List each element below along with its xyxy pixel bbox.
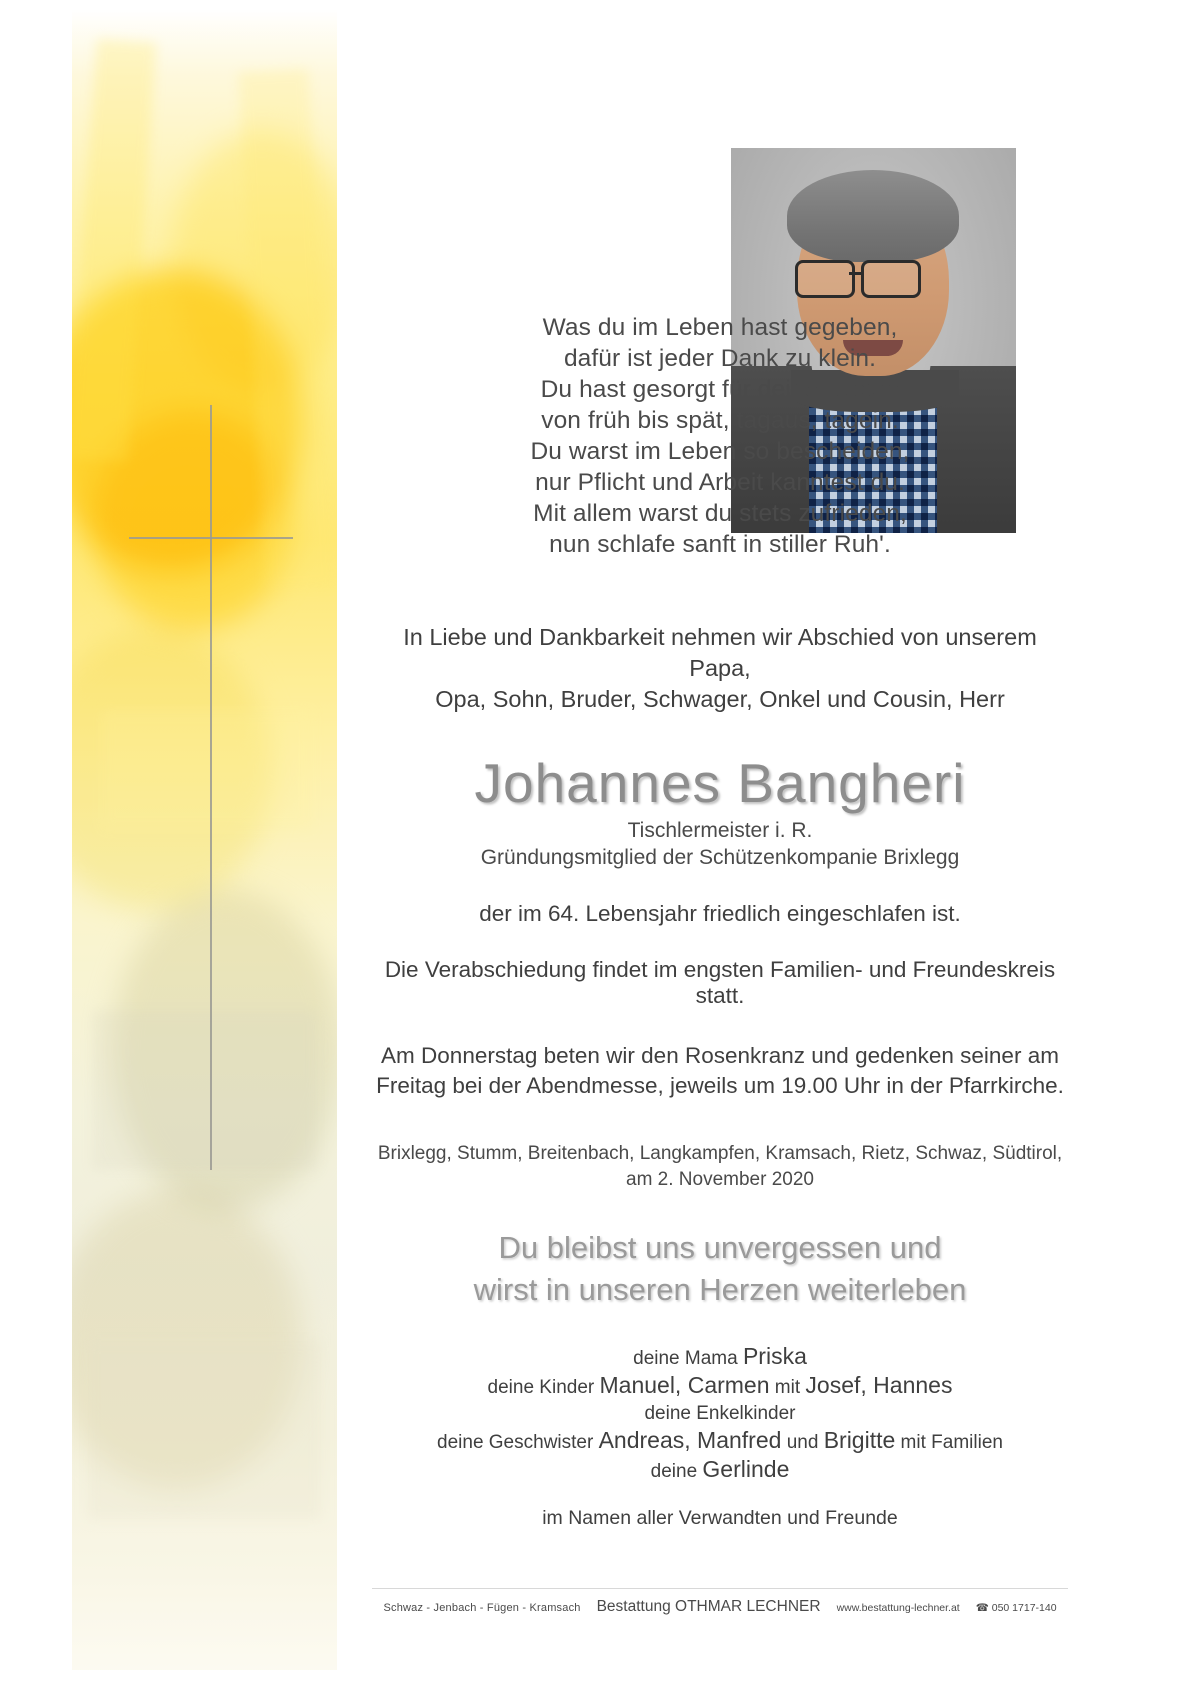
family-names: Josef, Hannes bbox=[805, 1372, 953, 1398]
card-content bbox=[370, 0, 1070, 1530]
footer-website[interactable]: www.bestattung-lechner.at bbox=[836, 1602, 960, 1614]
family-block bbox=[370, 1343, 1070, 1485]
family-line-partner bbox=[370, 1456, 1070, 1485]
intro-line-1: In Liebe und Dankbarkeit nehmen wir Abschied von unserem Papa, bbox=[403, 624, 1037, 681]
farewell-text: Die Verabschiedung findet im engsten Familien- und Freundeskreis statt. bbox=[384, 957, 1056, 1008]
deceased-profession: Tischlermeister i. R. bbox=[627, 819, 813, 842]
family-label: deine Geschwister bbox=[437, 1432, 599, 1453]
family-label: und bbox=[781, 1432, 824, 1453]
family-names: Gerlinde bbox=[702, 1456, 790, 1482]
prayer-line-2: Freitag bei der Abendmesse, jeweils um 19.00 Uhr in der Pfarrkirche. bbox=[376, 1073, 1064, 1098]
art-streak bbox=[102, 710, 312, 830]
closing-text: im Namen aller Verwandten und Freunde bbox=[542, 1507, 898, 1529]
footer-brand: Bestattung OTHMAR LECHNER bbox=[596, 1598, 821, 1615]
family-line-siblings bbox=[370, 1427, 1070, 1456]
footer-phone bbox=[976, 1602, 1057, 1614]
poem-line: Was du im Leben hast gegeben, bbox=[542, 314, 898, 341]
intro-block bbox=[370, 622, 1070, 715]
family-names: Brigitte bbox=[823, 1427, 896, 1453]
poem-line: Du hast gesorgt für deine Lieben bbox=[540, 376, 900, 403]
poem-line: nur Pflicht und Arbeit kanntest du. bbox=[535, 469, 905, 496]
footer bbox=[370, 1598, 1070, 1616]
family-line-mother bbox=[370, 1343, 1070, 1372]
memorial-line-2: wirst in unseren Herzen weiterleben bbox=[473, 1272, 967, 1307]
artwork-panel bbox=[72, 10, 337, 1670]
deceased-affiliation: Gründungsmitglied der Schützenkompanie Brixlegg bbox=[480, 846, 960, 869]
poem-line: nun schlafe sanft in stiller Ruh'. bbox=[549, 531, 891, 558]
deceased-details bbox=[370, 817, 1070, 871]
places-block bbox=[370, 1141, 1070, 1193]
prayer-line-1: Am Donnerstag beten wir den Rosenkranz und gedenken seiner am bbox=[381, 1043, 1059, 1068]
family-label: mit bbox=[769, 1377, 806, 1398]
memorial-message bbox=[370, 1227, 1070, 1311]
art-streak bbox=[87, 1340, 322, 1520]
poem-line: Mit allem warst du stets zufrieden, bbox=[533, 500, 907, 527]
footer-towns: Schwaz - Jenbach - Fügen - Kramsach bbox=[383, 1602, 581, 1614]
footer-phone-number: 050 1717-140 bbox=[991, 1602, 1057, 1614]
prayer-block bbox=[370, 1041, 1070, 1101]
age-text: der im 64. Lebensjahr friedlich eingeschlafen ist. bbox=[479, 901, 961, 926]
cross-icon bbox=[210, 405, 212, 1170]
poem-line: dafür ist jeder Dank zu klein. bbox=[563, 345, 877, 372]
cross-icon-arm bbox=[129, 537, 293, 539]
family-names: Andreas, Manfred bbox=[598, 1427, 782, 1453]
places-date: am 2. November 2020 bbox=[626, 1169, 814, 1190]
poem-block bbox=[370, 312, 1070, 560]
art-streak bbox=[92, 1010, 317, 1170]
footer-divider bbox=[372, 1588, 1068, 1589]
family-label: deine bbox=[650, 1461, 703, 1482]
places-line: Brixlegg, Stumm, Breitenbach, Langkampfen, Kramsach, Rietz, Schwaz, Südtirol, bbox=[377, 1143, 1063, 1164]
family-label: deine Kinder bbox=[487, 1377, 600, 1398]
family-line-children bbox=[370, 1372, 1070, 1401]
poem-line: von früh bis spät, tagaus, tagein. bbox=[541, 407, 899, 434]
family-names: Manuel, Carmen bbox=[599, 1372, 770, 1398]
family-names: Priska bbox=[742, 1343, 807, 1369]
deceased-name: Johannes Bangheri bbox=[474, 752, 966, 814]
intro-line-2: Opa, Sohn, Bruder, Schwager, Onkel und Cousin, Herr bbox=[435, 686, 1005, 712]
art-blob bbox=[127, 465, 247, 585]
poem-line: Du warst im Leben so bescheiden, bbox=[530, 438, 910, 465]
family-label: mit Familien bbox=[895, 1432, 1003, 1453]
family-line-grandchildren: deine Enkelkinder bbox=[644, 1403, 796, 1424]
memorial-line-1: Du bleibst uns unvergessen und bbox=[498, 1230, 942, 1265]
phone-icon: ☎ bbox=[975, 1602, 989, 1614]
family-label: deine Mama bbox=[633, 1348, 743, 1369]
